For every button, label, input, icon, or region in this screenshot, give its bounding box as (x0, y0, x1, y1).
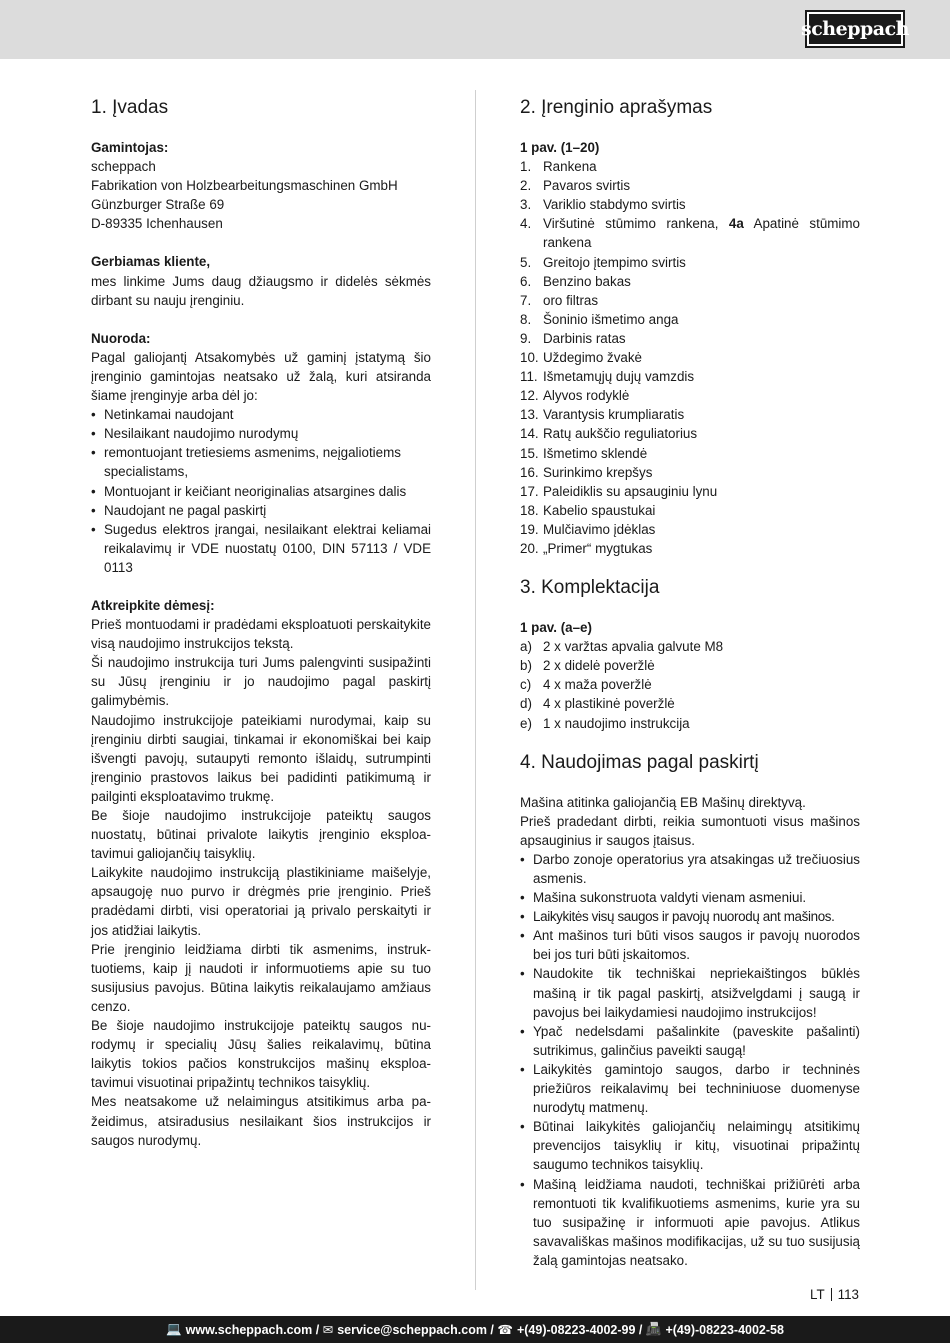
email-link[interactable]: service@scheppach.com (337, 1322, 487, 1337)
list-item: 3. Variklio stabdymo svirtis (520, 197, 686, 213)
list-item: 15. Išmetimo sklendė (520, 445, 648, 461)
manufacturer-line: Günzburger Straße 69 (91, 197, 225, 213)
list-item: 12. Alyvos rodyklė (520, 388, 630, 404)
list-item: 16. Surinkimo krepšys (520, 464, 653, 480)
attention-paragraph: Ši naudojimo instrukcija turi Jums palengvinti susipažinti su Jūsų įrenginiu ir jo naudojimo pagal paskirtį galimybėmis. (91, 655, 431, 709)
mail-icon: ✉ (322, 1323, 334, 1337)
list-item: • Naudojant ne pagal paskirtį (91, 501, 431, 520)
list-item: 9. Darbinis ratas (520, 330, 626, 346)
attention-paragraph: Prie įrenginio leidžiama dirbti tik asmenims, instruktuotiems, kaip jį naudoti ir informuotiems apie su tuo susijusius pavojus. Būtina laikytis reikalaujamo amžiaus cenzo. (91, 941, 431, 1014)
list-item: 20. „Primer“ mygtukas (520, 540, 653, 556)
computer-icon: 💻 (166, 1322, 182, 1336)
use-paragraph: Prieš pradedant dirbti, reikia sumontuoti visus mašinos apsauginius ir saugos įtaisus. (520, 813, 860, 848)
list-item: • Mašiną leidžiama naudoti, techniškai prižiūrėti arba remontuoti tik kvalifikuotiems asmenims, kurie yra su tuo susipažinę ir informuoti apie pavojus. Atlikus savavališkas mašinos modifikacijas, už su tuo susijusią žalą gamintojas neatsako. (520, 1175, 860, 1270)
list-item: • Ant mašinos turi būti visos saugos ir pavojų nuorodos bei jos turi būti įskaitomos. (520, 926, 860, 964)
list-item: a) 2 x varžtas apvalia galvute M8 (520, 639, 724, 655)
list-item: 18. Kabelio spaustukai (520, 502, 656, 518)
figure-reference: 1 pav. (a–e) (520, 620, 592, 636)
list-item: 6. Benzino bakas (520, 273, 631, 289)
list-item: 2. Pavaros svirtis (520, 178, 631, 194)
left-column (91, 94, 431, 1150)
list-item: 13. Varantysis krumpliaratis (520, 407, 685, 423)
customer-label: Gerbiamas kliente, (91, 254, 211, 270)
list-item: • Nesilaikant naudojimo nurodymų (91, 424, 431, 443)
figure-reference: 1 pav. (1–20) (520, 140, 600, 155)
list-item: • Būtinai laikykitės galiojančių nelaimingų atsitikimų prevencijos taisyklių ir kitų, visuotinai pripažintų saugumo technikos taisyklių. (520, 1117, 860, 1174)
column-divider (475, 90, 476, 1290)
list-item: • Darbo zonoje operatorius yra atsakingas už trečiuosius asmenis. (520, 850, 860, 888)
manufacturer-label: Gamintojas: (91, 140, 169, 155)
list-item: • Netinkamai naudojant (91, 405, 431, 424)
fax-icon: 📠 (645, 1322, 662, 1336)
list-item: 10. Uždegimo žvakė (520, 350, 642, 366)
language-code: LT (810, 1287, 825, 1302)
phone-icon: ☎ (497, 1323, 513, 1337)
section-heading-description: 2. Įrenginio aprašymas (520, 97, 713, 118)
attention-label: Atkreipkite dėmesį: (91, 597, 215, 613)
website-link[interactable]: www.scheppach.com (185, 1322, 313, 1337)
parts-list (520, 157, 860, 558)
footer-contact-bar: 💻 www.scheppach.com / ✉ service@scheppach.com / ☎ +(49)-08223-4002-99 / 📠 +(49)-08223-4002-58 (0, 1316, 950, 1343)
fax-number: +(49)-08223-4002-58 (665, 1322, 784, 1337)
note-bullet-list (91, 405, 431, 577)
list-item: 1. Rankena (520, 159, 597, 175)
list-item: • Sugedus elektros įrangai, nesilaikant elektrai keliamai reikalavimų ir VDE nuostatų 0100, DIN 57113 / VDE 0113 (91, 520, 431, 577)
list-item: c) 4 x maža poveržlė (520, 677, 652, 693)
manufacturer-line: D-89335 Ichenhausen (91, 216, 223, 232)
kit-list (520, 637, 860, 732)
page-number-value: 113 (837, 1287, 859, 1302)
list-item: • Montuojant ir keičiant neoriginalias atsargines dalis (91, 482, 431, 501)
list-item: • Ypač nedelsdami pašalinkite (paveskite pašalinti) sutrikimus, galinčius paveikti saugą! (520, 1022, 860, 1060)
attention-paragraph: Naudojimo instrukcijoje pateikiami nurodymai, kaip su įrenginiu dirbti saugiai, tinkamai ir ekonomiškai bei kaip išvengti pavojų, sutaupyti remonto išlaidų, sutrumpinti įrenginio prastovos laikus bei padidinti patikimumą ir pailginti eksploatavimo trukmę. (91, 712, 431, 804)
phone-number: +(49)-08223-4002-99 (516, 1322, 636, 1337)
list-item: e) 1 x naudojimo instrukcija (520, 715, 690, 731)
list-item: • Naudokite tik techniškai nepriekaištingos būklės mašiną ir tik pagal paskirtį, atsižvelgdami į saugą ir pavojus bei laikydamiesi naudojimo instrukcijos! (520, 964, 860, 1021)
list-item: • remontuojant tretiesiems asmenims, neįgaliotiems specialistams, (91, 443, 431, 481)
top-bar (0, 0, 950, 59)
list-item: • Laikykitės visų saugos ir pavojų nuorodų ant mašinos. (520, 907, 860, 926)
attention-paragraph: Be šioje naudojimo instrukcijoje pateiktų saugos nurodymų ir specialių Jūsų šalies reikalavimų, būtina laikytis tokios pačios konstrukcijos mašinų eksploatavimui visuotinai pripažintų technikos taisyklių. (91, 1018, 431, 1091)
list-item: • Laikykitės gamintojo saugos, darbo ir techninės priežiūros reikalavimų bei techniniuose duomenyse nurodytų matmenų. (520, 1060, 860, 1117)
scheppach-logo: scheppach (805, 10, 905, 48)
list-item: 11. Išmetamųjų dujų vamzdis (520, 369, 695, 385)
attention-paragraph: Laikykite naudojimo instrukciją plastikiniame maišelyje, apsaugoję nuo purvo ir drėgmės prie įrenginio. Prieš pradėdami dirbti, visi operatoriai ją privalo perskaityti ir jos atidžiai laikytis. (91, 865, 431, 938)
section-heading-introduction: 1. Įvadas (91, 97, 169, 118)
note-text: Pagal galiojantį Atsakomybės už gaminį įstatymą šio įrenginio gamintojas neatsako už žalą, kuri atsiranda šiame įrenginyje arba dėl jo: (91, 349, 431, 404)
customer-text: mes linkime Jums daug džiaugsmo ir didelės sėkmės dirbant su nauju įrenginiu. (91, 273, 431, 308)
page-number (810, 1287, 859, 1302)
section-heading-intended-use: 4. Naudojimas pagal paskirtį (520, 751, 759, 773)
manufacturer-line: scheppach (91, 159, 156, 175)
list-item: 14. Ratų aukščio reguliatorius (520, 426, 698, 442)
manufacturer-line: Fabrikation von Holzbearbeitungsmaschinen GmbH (91, 178, 398, 194)
attention-paragraph: Mes neatsakome už nelaimingus atsitikimus arba pažeidimus, atsiradusius nesilaikant šios instrukcijos ir saugos nurodymų. (91, 1094, 431, 1148)
list-item: 8. Šoninio išmetimo anga (520, 311, 679, 327)
section-heading-scope-of-delivery: 3. Komplektacija (520, 577, 660, 599)
attention-paragraph: Be šioje naudojimo instrukcijoje pateiktų saugos nuostatų, būtinai privalote laikytis įrenginio eksploatavimui galiojančių taisyklių. (91, 808, 431, 862)
list-item: 19. Mulčiavimo įdėklas (520, 521, 656, 537)
note-label: Nuoroda: (91, 330, 151, 346)
list-item: d) 4 x plastikinė poveržlė (520, 696, 675, 712)
list-item: b) 2 x didelė poveržlė (520, 658, 655, 674)
list-item: 17. Paleidiklis su apsauginiu lynu (520, 483, 718, 499)
use-bullet-list (520, 850, 860, 1270)
list-item: 7. oro filtras (520, 292, 599, 308)
list-item: 4. Viršutinė stūmimo rankena, 4a Apatinė stūmimo rankena (520, 216, 860, 251)
right-column (520, 94, 860, 1270)
list-item: • Mašina sukonstruota valdyti vienam asmeniui. (520, 888, 860, 907)
list-item: 5. Greitojo įtempimo svirtis (520, 254, 686, 270)
attention-paragraph: Prieš montuodami ir pradėdami eksploatuoti perskaitykite visą naudojimo instrukcijos tekstą. (91, 617, 431, 652)
use-paragraph: Mašina atitinka galiojančią EB Mašinų direktyvą. (520, 794, 806, 810)
